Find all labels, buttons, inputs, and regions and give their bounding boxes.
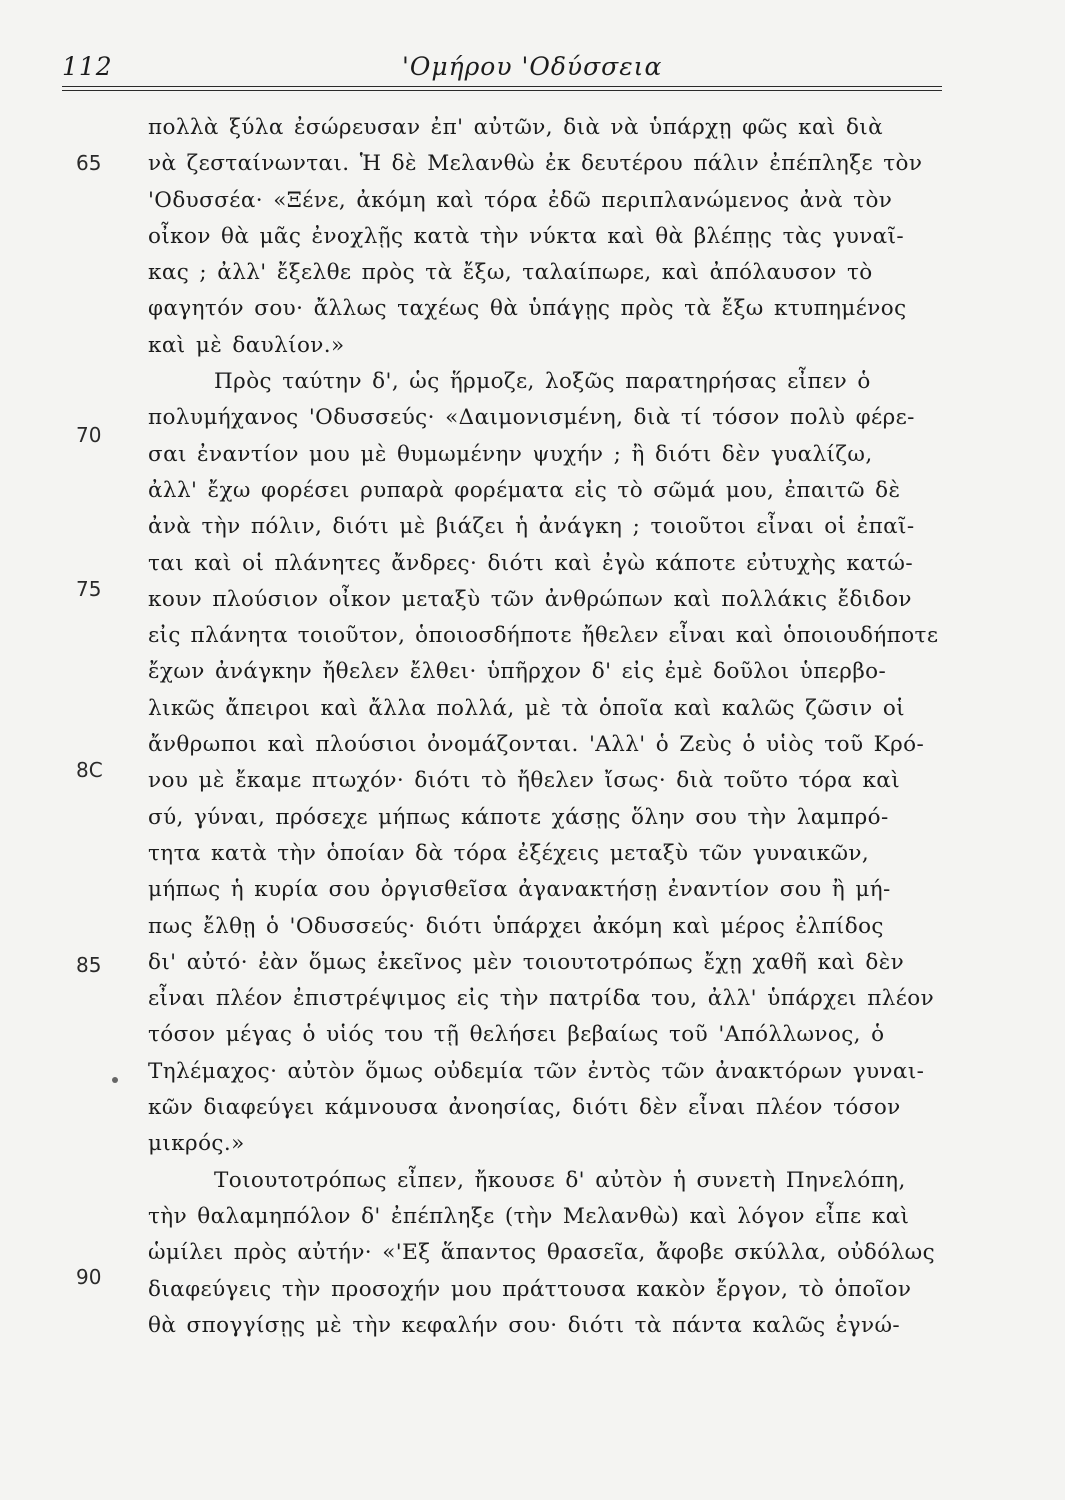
text-line: σαι ἐναντίον μου μὲ θυμωμένην ψυχήν ; ἢ διότι δὲν γυαλίζω, <box>148 441 873 467</box>
page-number: 112 <box>62 52 113 81</box>
text-line: μήπως ἡ κυρία σου ὀργισθεῖσα ἀγανακτήσῃ ἐναντίον σου ἢ μή- <box>148 877 891 903</box>
text-line: ἀλλ' ἔχω φορέσει ρυπαρὰ φορέματα εἰς τὸ σῶμά μου, ἐπαιτῶ δὲ <box>148 477 901 503</box>
line-number-70: 70 <box>76 423 102 447</box>
text-line: ἄνθρωποι καὶ πλούσιοι ὀνομάζονται. 'Αλλ' ὁ Ζεὺς ὁ υἱὸς τοῦ Κρό- <box>148 732 925 758</box>
text-line: πολυμήχανος 'Οδυσσεύς· «Δαιμονισμένη, διὰ τί τόσον πολὺ φέρε- <box>148 405 915 431</box>
body-text <box>148 110 938 1344</box>
text-line: Τοιουτοτρόπως εἶπεν, ἤκουσε δ' αὐτὸν ἡ συνετὴ Πηνελόπη, <box>214 1167 906 1193</box>
running-title: 'Ομήρου 'Οδύσσεια <box>402 52 663 81</box>
text-line: πολλὰ ξύλα ἐσώρευσαν ἐπ' αὐτῶν, διὰ νὰ ὑπάρχῃ φῶς καὶ διὰ <box>148 115 884 140</box>
text-line: οἶκον θὰ μᾶς ἐνοχλῇς κατὰ τὴν νύκτα καὶ θὰ βλέπῃς τὰς γυναῖ- <box>148 223 905 249</box>
text-line: Τηλέμαχος· αὐτὸν ὅμως οὐδεμία τῶν ἐντὸς τῶν ἀνακτόρων γυναι- <box>148 1058 925 1084</box>
text-line: φαγητόν σου· ἄλλως ταχέως θὰ ὑπάγῃς πρὸς τὰ ἔξω κτυπημένος <box>148 296 907 322</box>
text-line: τητα κατὰ τὴν ὁποίαν δὰ τόρα ἐξέχεις μεταξὺ τῶν γυναικῶν, <box>148 840 870 866</box>
text-line: ἀνὰ τὴν πόλιν, διότι μὲ βιάζει ἡ ἀνάγκη ; τοιοῦτοι εἶναι οἱ ἐπαῖ- <box>148 514 915 540</box>
page-header <box>62 52 942 92</box>
header-rule <box>62 86 942 87</box>
text-line: σύ, γύναι, πρόσεχε μήπως κάποτε χάσῃς ὅλην σου τὴν λαμπρό- <box>148 804 889 830</box>
text-line: τόσον μέγας ὁ υἱός του τῇ θελήσει βεβαίως τοῦ 'Απόλλωνος, ὁ <box>148 1022 885 1048</box>
text-line: ται καὶ οἱ πλάνητες ἄνδρες· διότι καὶ ἐγὼ κάποτε εὐτυχὴς κατώ- <box>148 550 914 576</box>
line-number-75: 75 <box>76 577 102 601</box>
text-line: εἰς πλάνητα τοιοῦτον, ὁποιοσδήποτε ἤθελεν εἶναι καὶ ὁποιουδήποτε <box>148 623 939 649</box>
line-number-90: 90 <box>76 1265 102 1289</box>
text-line: κῶν διαφεύγει κάμνουσα ἀνοησίας, διότι δὲν εἶναι πλέον τόσον <box>148 1095 901 1121</box>
text-line: κας ; ἀλλ' ἔξελθε πρὸς τὰ ἔξω, ταλαίπωρε, καὶ ἀπόλαυσον τὸ <box>148 260 873 286</box>
text-line: μικρός.» <box>148 1131 245 1157</box>
header-rule-thin <box>62 90 942 91</box>
text-line: διαφεύγεις τὴν προσοχήν μου πράττουσα κακὸν ἔργον, τὸ ὁποῖον <box>148 1276 912 1302</box>
text-line: λικῶς ἄπειροι καὶ ἄλλα πολλά, μὲ τὰ ὁποῖα καὶ καλῶς ζῶσιν οἱ <box>148 695 905 721</box>
ink-spot <box>112 1077 118 1083</box>
text-line: νου μὲ ἔκαμε πτωχόν· διότι τὸ ἤθελεν ἴσως· διὰ τοῦτο τόρα καὶ <box>148 768 901 794</box>
text-line: Πρὸς ταύτην δ', ὡς ἥρμοζε, λοξῶς παρατηρήσας εἶπεν ὁ <box>214 369 871 395</box>
text-line: 'Οδυσσέα· «Ξένε, ἀκόμη καὶ τόρα ἐδῶ περιπλανώμενος ἀνὰ τὸν <box>148 187 893 213</box>
line-number-80: 8C <box>76 758 103 782</box>
text-line: ὡμίλει πρὸς αὐτήν· «'Εξ ἅπαντος θρασεῖα, ἄφοβε σκύλλα, οὐδόλως <box>148 1240 936 1266</box>
text-line: κουν πλούσιον οἶκον μεταξὺ τῶν ἀνθρώπων καὶ πολλάκις ἔδιδον <box>148 586 912 612</box>
text-line: δι' αὐτό· ἐὰν ὅμως ἐκεῖνος μὲν τοιουτοτρόπως ἔχῃ χαθῆ καὶ δὲν <box>148 949 905 975</box>
text-line: πως ἔλθῃ ὁ 'Οδυσσεύς· διότι ὑπάρχει ἀκόμη καὶ μέρος ἐλπίδος <box>148 913 884 939</box>
text-line: τὴν θαλαμηπόλον δ' ἐπέπληξε (τὴν Μελανθὼ) καὶ λόγον εἶπε καὶ <box>148 1203 910 1229</box>
text-line: ἔχων ἀνάγκην ἤθελεν ἔλθει· ὑπῆρχον δ' εἰς ἐμὲ δοῦλοι ὑπερβο- <box>148 659 887 685</box>
text-line: νὰ ζεσταίνωνται. Ἡ δὲ Μελανθὼ ἐκ δευτέρου πάλιν ἐπέπληξε τὸν <box>148 151 923 177</box>
text-line: καὶ μὲ δαυλίον.» <box>148 332 345 358</box>
text-line: θὰ σπογγίσῃς μὲ τὴν κεφαλήν σου· διότι τὰ πάντα καλῶς ἐγνώ- <box>148 1312 901 1338</box>
line-number-85: 85 <box>76 953 102 977</box>
line-number-65: 65 <box>76 151 102 175</box>
text-line: εἶναι πλέον ἐπιστρέψιμος εἰς τὴν πατρίδα του, ἀλλ' ὑπάρχει πλέον <box>148 986 935 1012</box>
